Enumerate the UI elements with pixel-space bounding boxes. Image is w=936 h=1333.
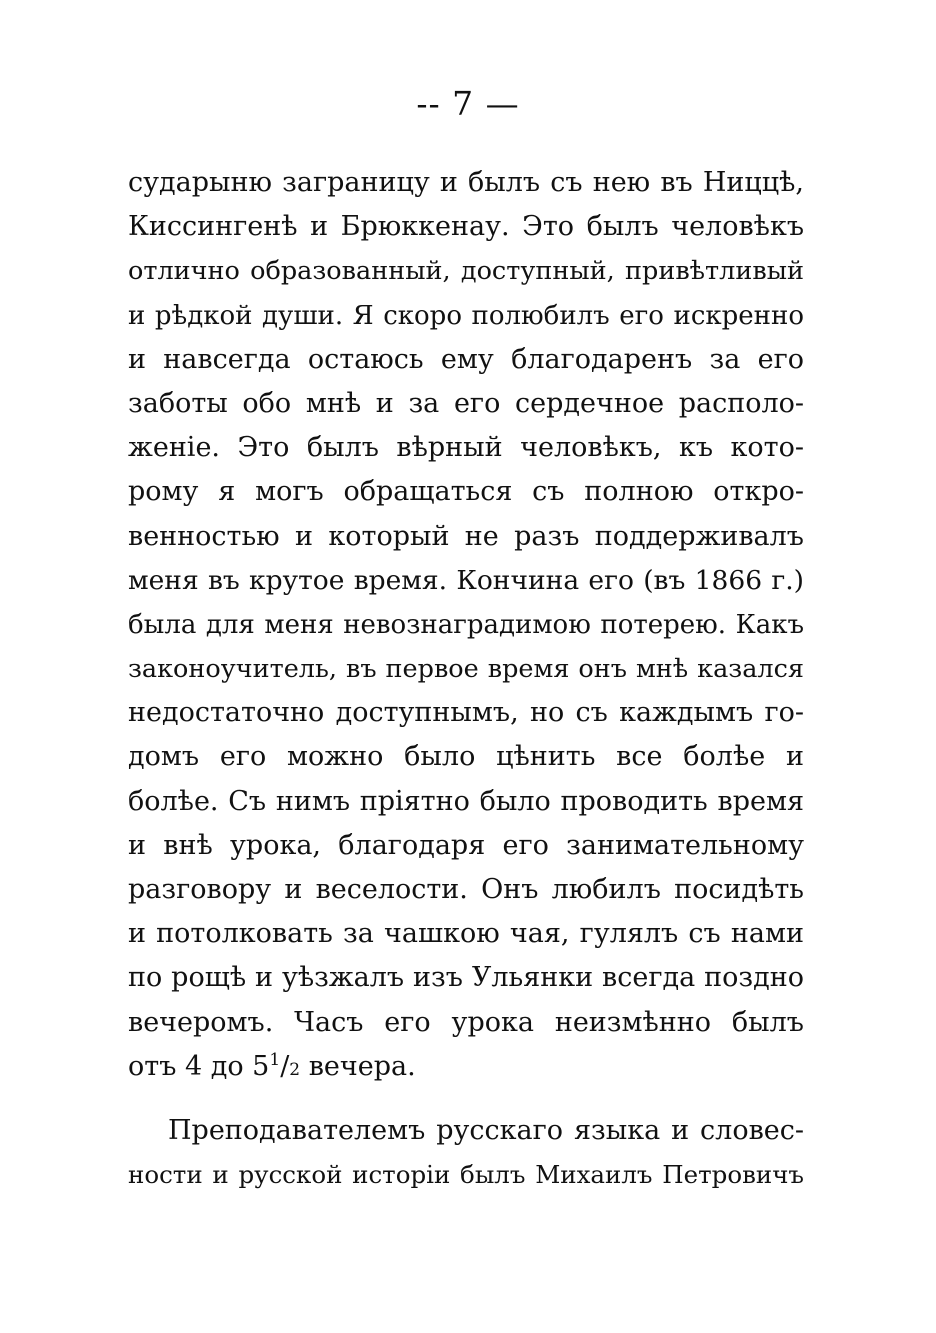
- text-line: Киссингенѣ и Брюккенау. Это былъ человѣкъ: [128, 211, 804, 243]
- fraction-denominator: 2: [289, 1059, 301, 1080]
- text-line: меня въ крутое время. Кончина его (въ 1866 г.): [128, 564, 804, 596]
- text-line-last: [128, 1045, 804, 1089]
- fraction-numerator: 1: [269, 1049, 281, 1070]
- text-line: разговору и веселости. Онъ любилъ посидѣть: [128, 874, 804, 905]
- text-line: по рощѣ и уѣзжалъ изъ Ульянки всегда поздно: [128, 962, 804, 994]
- text-line: законоучитель, въ первое время онъ мнѣ казался: [128, 654, 804, 685]
- line-text-after: вечера.: [300, 1050, 416, 1082]
- text-line: отлично образованный, доступный, привѣтливый: [128, 256, 804, 287]
- paragraph-1: [128, 161, 804, 1089]
- paragraph-2: [128, 1109, 804, 1197]
- text-line: вечеромъ. Часъ его урока неизмѣнно былъ: [128, 1006, 804, 1038]
- text-line: и рѣдкой души. Я скоро полюбилъ его искренно: [128, 300, 804, 331]
- paragraph-gap: [128, 1089, 804, 1109]
- text-line: Преподавателемъ русскаго языка и словес-: [168, 1114, 804, 1146]
- fraction: [269, 1051, 300, 1082]
- text-line: и внѣ урока, благодаря его занимательному: [128, 829, 804, 861]
- text-line: рому я могъ обращаться съ полною откро-: [128, 476, 804, 508]
- text-line: заботы обо мнѣ и за его сердечное располо-: [128, 387, 804, 419]
- text-line: болѣе. Съ нимъ пріятно было проводить время: [128, 785, 804, 817]
- line-text-before: отъ 4 до 5: [128, 1050, 270, 1082]
- body-text: [128, 161, 804, 1197]
- text-line: женіе. Это былъ вѣрный человѣкъ, къ кото-: [128, 432, 804, 464]
- text-line: недостаточно доступнымъ, но съ каждымъ го-: [128, 697, 804, 729]
- text-line: была для меня невознаградимою потерею. Какъ: [128, 609, 804, 640]
- text-line: и навсегда остаюсь ему благодаренъ за его: [128, 343, 804, 375]
- text-line: сударыню заграницу и былъ съ нею въ Ниццѣ,: [128, 167, 804, 198]
- fraction-separator: /: [280, 1050, 290, 1082]
- text-line: венностью и который не разъ поддерживалъ: [128, 520, 804, 552]
- text-line: ности и русской исторіи былъ Михаилъ Петровичъ: [128, 1160, 804, 1190]
- page-number: -- 7 —: [416, 84, 520, 123]
- text-line: и потолковать за чашкою чая, гулялъ съ нами: [128, 918, 804, 950]
- text-line: домъ его можно было цѣнить все болѣе и: [128, 741, 804, 773]
